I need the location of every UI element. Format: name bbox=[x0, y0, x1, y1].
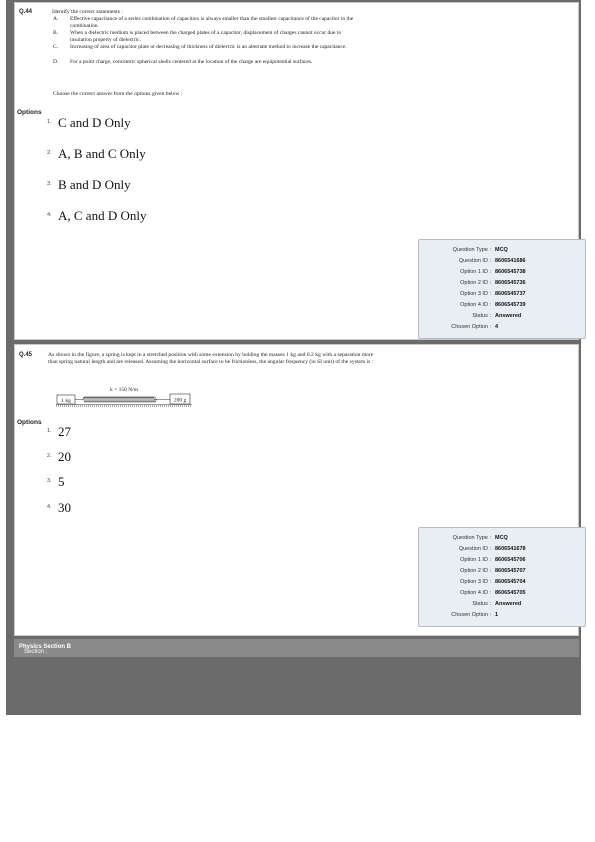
statement-label: D. bbox=[53, 59, 59, 65]
question-number: Q.44 bbox=[19, 9, 33, 15]
question-number: Q.45 bbox=[19, 352, 33, 358]
instruction-text: Choose the correct answer from the options given below : bbox=[53, 91, 183, 97]
option-text: A, C and D Only bbox=[58, 208, 147, 223]
option-text: 20 bbox=[58, 449, 71, 464]
question-prompt: As shown in the figure, a spring is kept in a stretched position with some extension by holding the masses 1 kg and 0.2 kg with a separation more than spring natural length and are released. Assuming the horizontal surface to be frictionless, the angular frequency (in SI unit) of the system is : bbox=[48, 352, 374, 365]
option-number: 2. bbox=[47, 453, 52, 459]
option-text: 5 bbox=[58, 474, 65, 489]
question-info-box: Question Type : MCQ Question ID : 8606541686 Option 1 ID : 8606545738 Option 2 ID : 8606545736 Option 3 ID : 8606545737 Option 4 ID : 8606545739 Status : Answered Chosen Option : 4 bbox=[418, 239, 586, 339]
question-prompt: Identify the correct statements : bbox=[52, 9, 123, 15]
option-text: A, B and C Only bbox=[58, 146, 146, 161]
section-label bbox=[19, 644, 72, 655]
option-text: 27 bbox=[58, 424, 71, 439]
statement-label: C. bbox=[53, 44, 59, 50]
option-text: C and D Only bbox=[58, 115, 131, 130]
section-name: Physics Section B bbox=[19, 644, 72, 650]
option-number: 3. bbox=[47, 181, 52, 187]
statement-text: When a dielectric medium is placed between the charged plates of a capacitor, displacement of charges cannot occur due to insulation property of dielectric. bbox=[70, 30, 342, 43]
statement-label: B. bbox=[53, 30, 59, 36]
spring-coil bbox=[75, 397, 170, 402]
option-number: 1. bbox=[47, 119, 52, 125]
spring-mass-figure bbox=[56, 385, 196, 415]
statement-text: Effective capacitance of a series combination of capacitors is always smaller than the smallest capacitance of the capacitor in the combination. bbox=[70, 16, 354, 29]
options-label: Options bbox=[17, 419, 42, 426]
spring-constant-label: k = 150 N/m bbox=[109, 387, 139, 393]
option-number: 2. bbox=[47, 150, 52, 156]
statement-label: A. bbox=[53, 16, 59, 22]
option-text: 30 bbox=[58, 500, 71, 515]
section-bar bbox=[14, 639, 579, 657]
option-text: B and D Only bbox=[58, 177, 131, 192]
question-card-44 bbox=[14, 2, 579, 340]
mass-right-label: 200 g bbox=[173, 397, 187, 404]
option-number: 4. bbox=[47, 504, 52, 510]
option-number: 3. bbox=[47, 478, 52, 484]
mass-left-label: 1 kg bbox=[61, 398, 71, 404]
option-number: 4. bbox=[47, 212, 52, 218]
option-number: 1. bbox=[47, 428, 52, 434]
options-label: Options bbox=[17, 109, 42, 116]
statement-text: Increasing of area of capacitor plate or decreasing of thickness of dielectric is an alternate method to increase the capacitance. bbox=[70, 44, 347, 50]
question-info-box: Question Type : MCQ Question ID : 8606541678 Option 1 ID : 8606545706 Option 2 ID : 8606545707 Option 3 ID : 8606545704 Option 4 ID : 8606545705 Status : Answered Chosen Option : 1 bbox=[418, 527, 586, 627]
section-prefix: Section : bbox=[24, 649, 48, 655]
statement-text: For a point charge, concentric spherical shells centered at the location of the charge are equipotential surfaces. bbox=[70, 59, 313, 65]
